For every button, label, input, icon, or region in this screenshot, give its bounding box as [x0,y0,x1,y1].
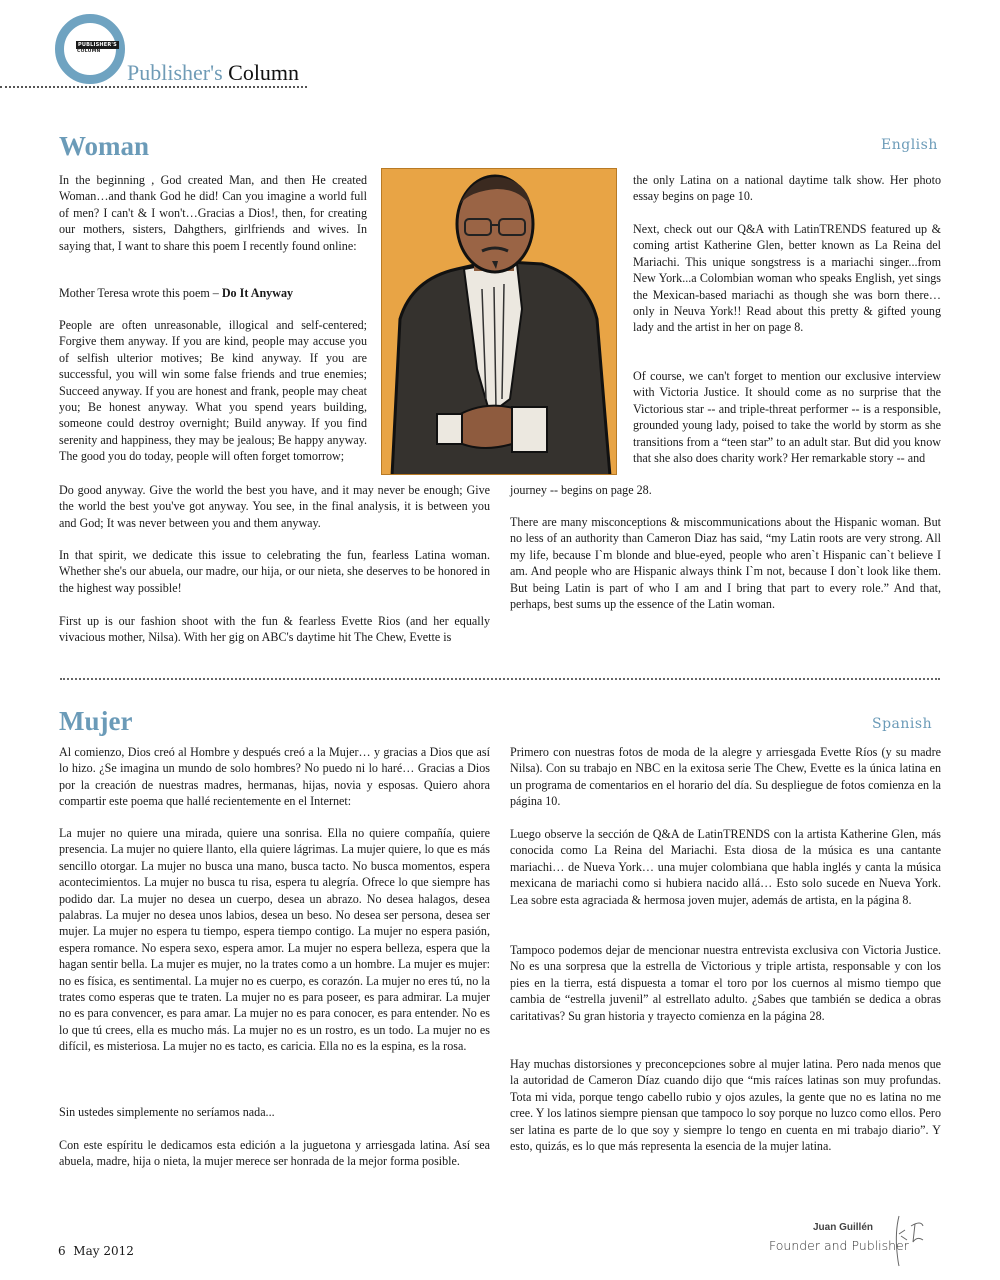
column-title-part1: Publisher's [127,60,223,85]
page-footer-folio [58,1244,134,1258]
spanish-section-title: Mujer [59,706,133,736]
english-paragraph-spirit: In that spirit, we dedicate this issue to celebrating the fun, fearless Latina woman. Whether she's our abuela, our madre, our hija, or our nieta, she deserves to be honored in the highest way possible! [59,548,490,595]
spanish-paragraph-intro: Al comienzo, Dios creó al Hombre y después creó a la Mujer… y gracias a Dios que así lo hizo. ¿Se imagina un mundo de solo hombres? No puedo ni lo haré… Gracias a Dios por la creación de nuestras madres, hermanas, hijas, novia y esposas. Quiero ahora compartir este poema que hallé recientemente en el Internet: [59,745,490,809]
publisher-photo [381,168,617,475]
signature-icon [893,1212,933,1268]
column-title [127,60,299,86]
spanish-paragraph-qa: Luego observe la sección de Q&A de LatinTRENDS con la artista Katherine Glen, más conocida como La Reina del Mariachi. Esta diosa de la música es una cantante mariachi… de Nueva York… una mujer colombiana que habla inglés y canta la música mexicana de mariachi como si hubiera nacido allá… Esto solo sucede en Nueva York. Lea sobre esta agraciada & hermosa joven mujer, además de artista, en la página 8. [510,827,941,907]
publishers-column-logo [55,14,125,84]
english-section-title: Woman [59,131,150,161]
english-paragraph-misconceptions: There are many misconceptions & miscommunications about the Hispanic woman. But no less of an authority than Cameron Diaz has said, “my Latin roots are very strong. All my life, because I`m blonde and blue-eyed, people who aren`t Hispanic can`t believe I am. And people who are Hispanic always think I`m not, because I don`t look like them. But being Latin is part of who I am and I bring that part to every role.” And that, perhaps, best sums up the essence of the Latin woman. [510,515,941,612]
english-paragraph-photo-essay: the only Latina on a national daytime talk show. Her photo essay begins on page 10. [633,173,941,204]
spanish-paragraph-fashion: Primero con nuestras fotos de moda de la alegre y arriesgada Evette Ríos (y su madre Nilsa). Con su trabajo en NBC en la exitosa serie The Chew, Evette es la única latina en un programa de comentarios en el horario del día. Su despliegue de fotos comienza en la página 10. [510,745,941,809]
spanish-paragraph-interview: Tampoco podemos dejar de mencionar nuestra entrevista exclusiva con Victoria Justice. No es una sorpresa que la estrella de Victorious y triple artista, responsable y con los pies en la tierra, está dispuesta a tomar el toro por los cuernos al mismo tiempo que cambia de “estrella juvenil” al estrellato adulto. ¿Sabes que también se dedica a obras caritativas? Su gran historia y trayecto comienza en la página 28. [510,943,941,1023]
header-dotted-rule [0,86,307,88]
logo-line1: PUBLISHER'S [78,42,117,48]
signer-name: Juan Guillén [813,1222,874,1233]
issue-date: May 2012 [73,1244,134,1258]
english-paragraph-poem-intro [59,285,367,301]
poem-intro-text: Mother Teresa wrote this poem – [59,286,222,300]
english-paragraph-fashion: First up is our fashion shoot with the fun & fearless Evette Rios (and her equally vivacious mother, Nilsa). With her gig on ABC's daytime hit The Chew, Evette is [59,614,490,645]
page-header [0,0,310,90]
logo-line2: COLUMN [77,49,101,54]
english-language-label: English [881,137,938,153]
spanish-paragraph-sin-ustedes: Sin ustedes simplemente no seríamos nada... [59,1105,275,1119]
column-title-part2: Column [222,60,300,85]
english-paragraph-poem-cont: Do good anyway. Give the world the best you have, and it may never be enough; Give the world the best you've got anyway. You see, in the final analysis, it is between you and God; It was never between you and them anyway. [59,483,490,530]
english-paragraph-qa: Next, check out our Q&A with LatinTRENDS featured up & coming artist Katherine Glen, better known as La Reina del Mariachi. This unique songstress is a mariachi singer...from New York...a Colombian woman who speaks English, yet sings the Mexican-based mariachi as though she was born there…only in Neuva York!! Read about this pretty & gifted young lady and the artist in her on page 8. [633,222,941,335]
signer-role: Founder and Publisher [769,1238,909,1253]
english-paragraph-intro: In the beginning , God created Man, and then He created Woman…and thank God he did! Can you imagine a world full of men? I can't & I won't…Gracias a Dios!, then, for creating our mothers, sisters, Dahgthers, girlfriends and wives. In saying that, I want to share this poem I recently found online: [59,173,367,253]
spanish-paragraph-misconceptions: Hay muchas distorsiones y preconcepciones sobre al mujer latina. Pero nada menos que la autoridad de Cameron Díaz cuando dijo que “mis raíces latinas son muy profundas. Tota mi vida, porque tengo cabello rubio y ojos azules, la gente que no es latina no me cree. Y los latinos siempre piensan que tampoco lo soy porque no luzco como ellos. Pero ser latina es parte de lo que soy y siempre lo tengo en cuenta en mi trabajo diario”. Y esto, quizás, es lo que más representa la esencia de la mujer latina. [510,1057,941,1154]
english-paragraph-interview-cont: journey -- begins on page 28. [510,483,652,497]
poem-title: Do It Anyway [221,286,294,300]
section-divider [60,678,940,680]
english-paragraph-poem: People are often unreasonable, illogical and self-centered; Forgive them anyway. If you are kind, people may accuse you of selfish ulterior motives; Be kind anyway. If you are successful, you will win some false friends and true enemies; Succeed anyway. If you are honest and frank, people may cheat you; Be honest anyway. What you spend years building, someone could destroy overnight; Build anyway. If you find serenity and happiness, they may be jealous; Be happy anyway. The good you do today, people will often forget tomorrow; [59,318,367,464]
spanish-language-label: Spanish [872,716,933,732]
spanish-paragraph-dedication: Con este espíritu le dedicamos esta edición a la juguetona y arriesgada latina. Así sea abuela, madre, hija o nieta, la mujer merece ser honrada de la mejor forma posible. [59,1138,490,1169]
spanish-paragraph-poem: La mujer no quiere una mirada, quiere una sonrisa. Ella no quiere compañía, quiere presencia. La mujer no quiere llanto, ella quiere lágrimas. La mujer quiere, lo que es más sencillo otorgar. La mujer no busca una mano, busca tacto. No busca momentos, espera acontecimientos. La mujer no busca tu risa, espera tu alegría. Ofrece lo que siempre has podido dar. La mujer no desea un cuerpo, desea un abrazo. No desea halagos, desea palabras. La mujer no desea unos labios, desea un beso. No desea ser persona, desea ser mujer. La mujer no espera tu tiempo, espera tiempo contigo. La mujer no espera pasión, espera romance. No espera sexo, espera amor. La mujer no espera belleza, espera que la hagan sentir bella. La mujer es mujer, no la trates como a un hombre. La mujer es mujer: no es física, es sentimental. La mujer no es cuerpo, es corazón. La mujer no eres tú, no la trates como esperas que te traten. La mujer no es para poseer, es para admirar. La mujer no es para convencer, es para amar. La mujer no es para conocer, es para entender. No es lo que tú crees, ella es mucho más. La mujer no es un rostro, es un todo. La mujer no es difícil, es misteriosa. La mujer no es tacto, es caricia. Ella no es la espina, es la rosa. [59,826,490,1054]
english-paragraph-interview: Of course, we can't forget to mention our exclusive interview with Victoria Justice. It should come as no surprise that the Victorious star -- and triple-threat performer -- is a responsible, grounded young lady, poised to take the world by storm as she transitions from a “teen star” to an adult star. But did you know that she also does charity work? Her remarkable story -- and [633,369,941,466]
page-number: 6 [58,1244,66,1258]
publisher-portrait-illustration [382,169,617,475]
